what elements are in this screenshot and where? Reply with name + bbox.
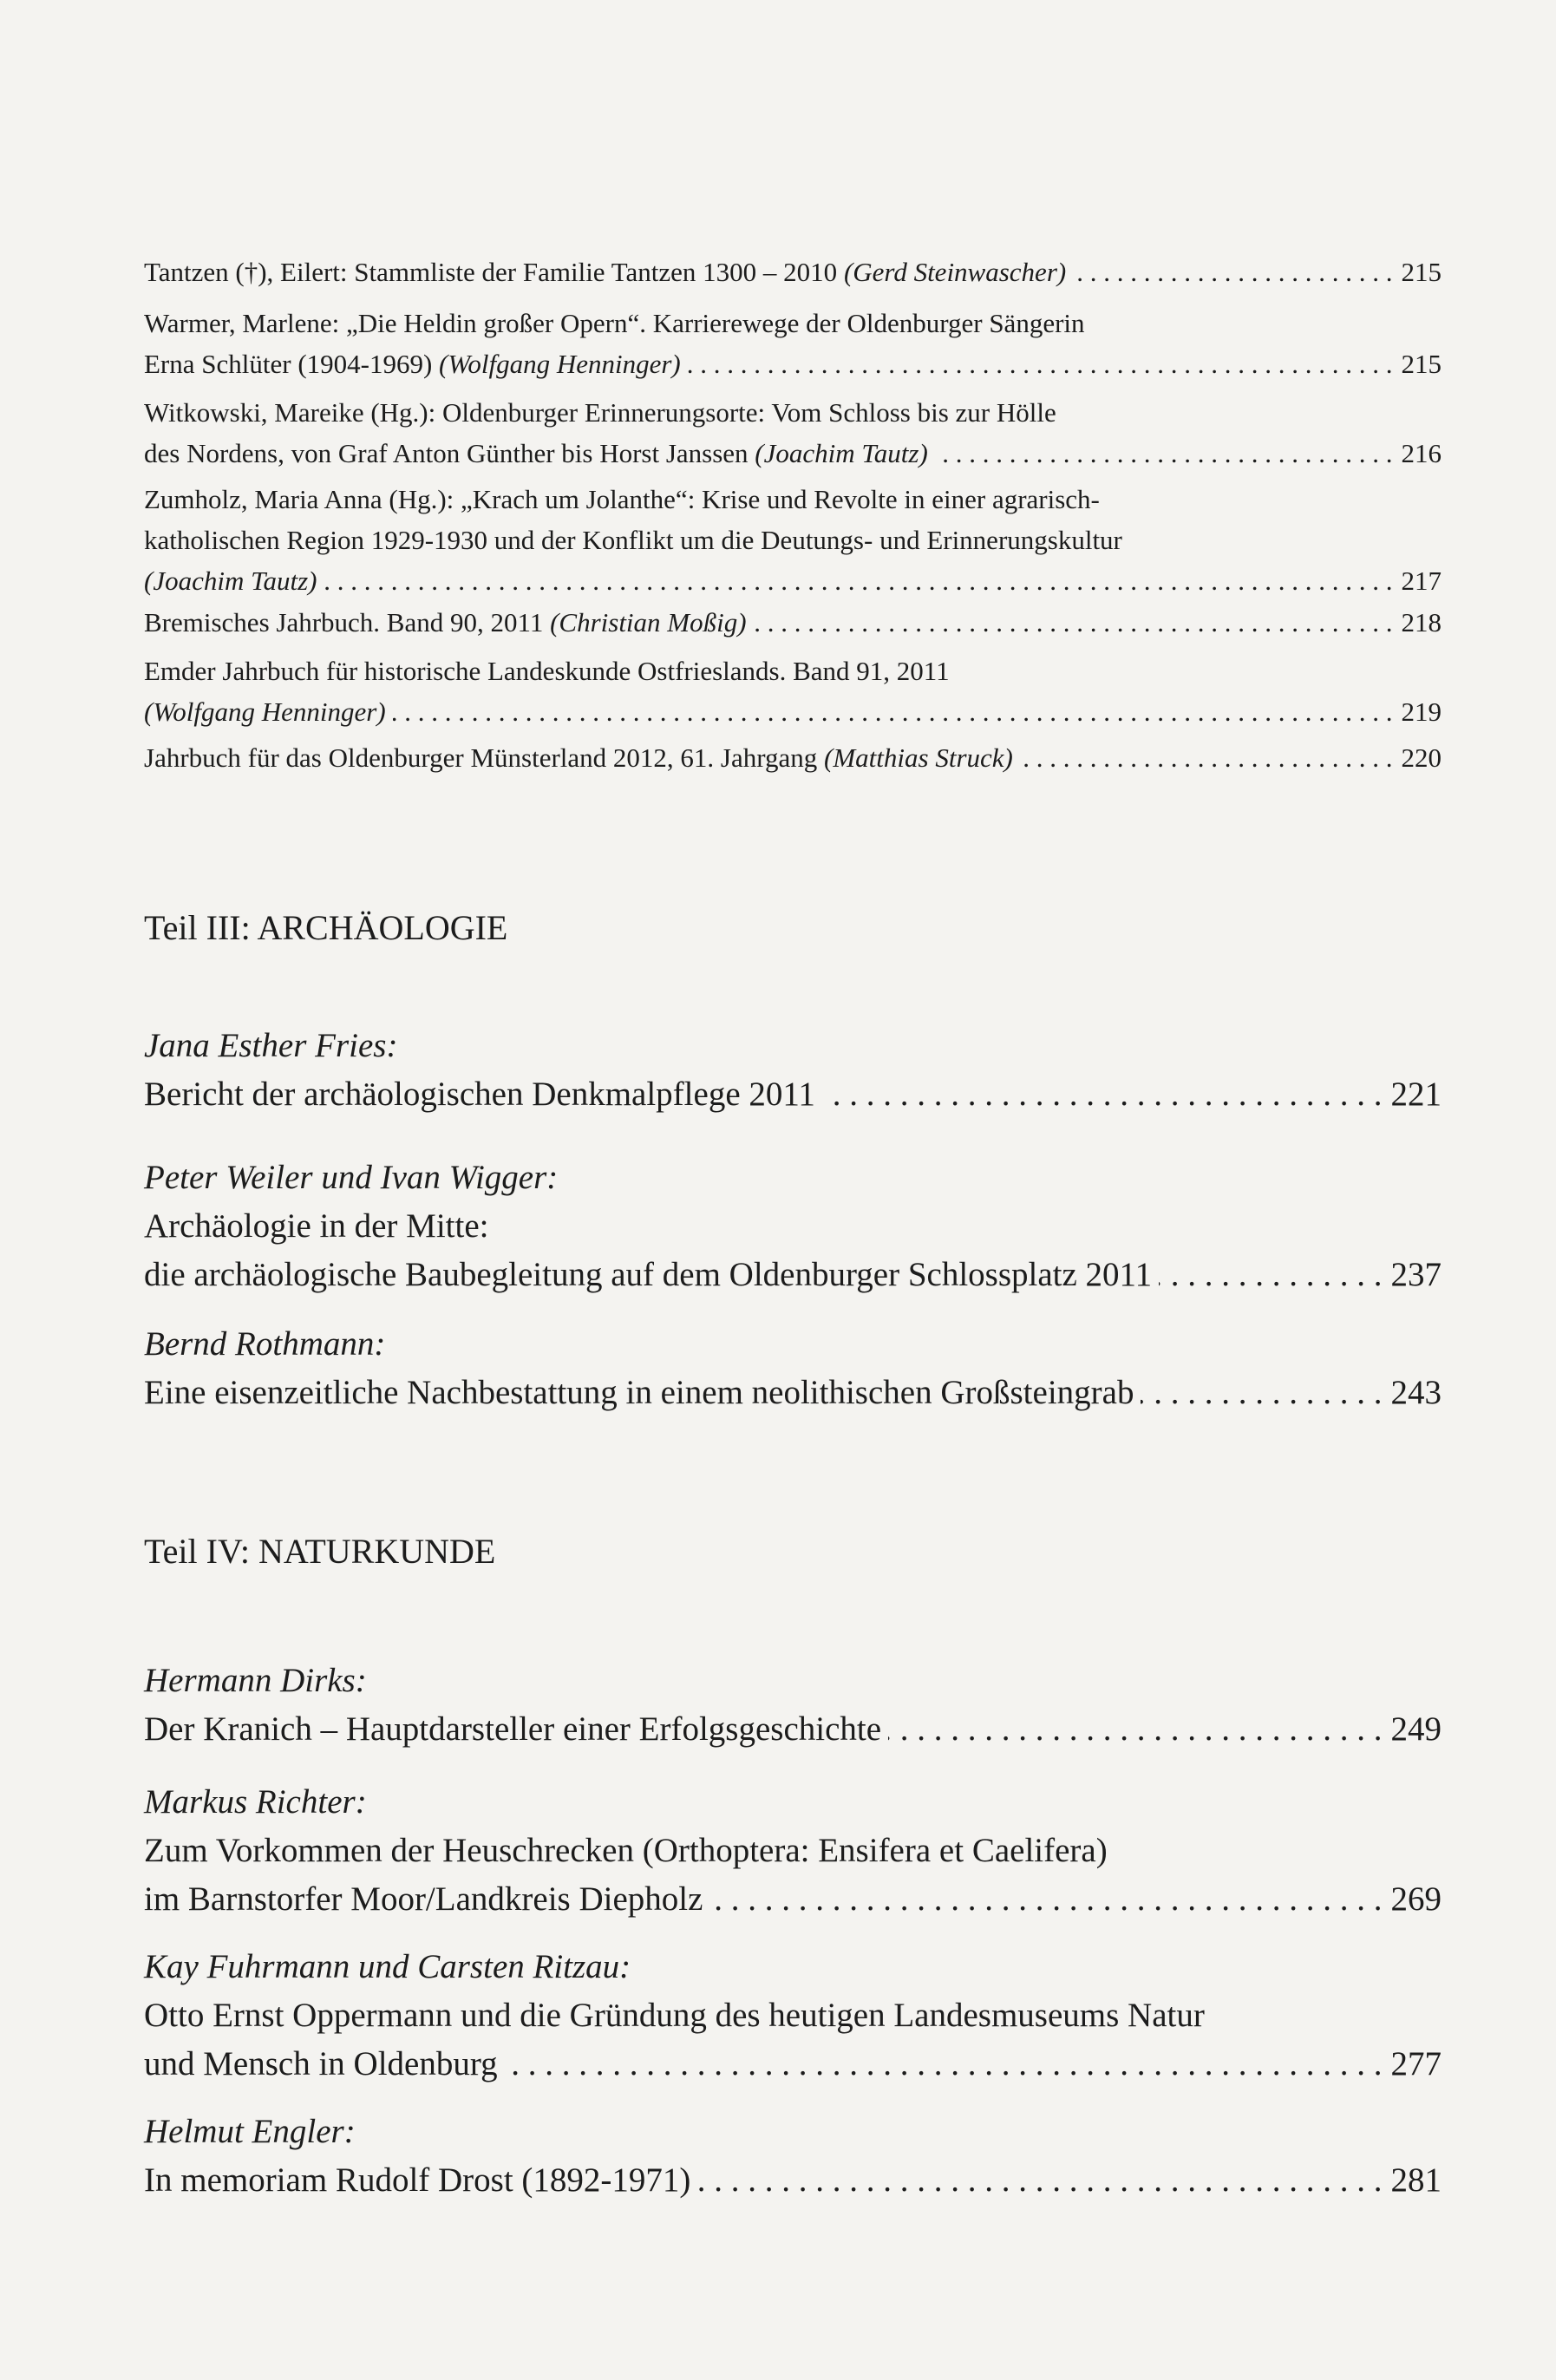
article-title: Zum Vorkommen der Heuschrecken (Orthoptera: Ensifera et Caelifera)	[144, 1832, 1108, 1869]
leader-dots	[393, 691, 1393, 732]
reviewer-name: (Christian Moßig)	[550, 607, 747, 638]
reviewer-name: (Gerd Steinwascher)	[843, 257, 1067, 287]
review-title: katholischen Region 1929-1930 und der Konflikt um die Deutungs- und Erinnerungskultur	[144, 525, 1122, 555]
toc-line	[144, 520, 1442, 560]
article-entry	[144, 1154, 1442, 1299]
page-number: 221	[1390, 1076, 1442, 1113]
reviewer-name: (Joachim Tautz)	[755, 438, 928, 468]
review-entry	[144, 392, 1442, 474]
toc-line	[144, 303, 1442, 343]
toc-line	[144, 1705, 1442, 1754]
leader-dots	[1073, 252, 1392, 292]
toc-line	[144, 1251, 1442, 1299]
review-title: Warmer, Marlene: „Die Heldin großer Opern“. Karrierewege der Oldenburger Sängerin	[144, 308, 1085, 338]
page-number: 277	[1390, 2045, 1442, 2082]
review-title: Zumholz, Maria Anna (Hg.): „Krach um Jolanthe“: Krise und Revolte in einer agrarisch-	[144, 484, 1100, 514]
review-title	[144, 560, 317, 601]
review-entry	[144, 252, 1442, 292]
page-number: 219	[1401, 696, 1442, 727]
review-title: Emder Jahrbuch für historische Landeskunde Ostfrieslands. Band 91, 2011	[144, 656, 950, 686]
article-title: Bericht der archäologischen Denkmalpflege 2011	[144, 1076, 815, 1113]
toc-line	[144, 1202, 1442, 1251]
review-title: des Nordens, von Graf Anton Günther bis Horst Janssen (Joachim Tautz)	[144, 438, 928, 468]
article-title: und Mensch in Oldenburg	[144, 2045, 498, 2082]
leader-dots	[697, 2156, 1382, 2205]
page-number: 215	[1401, 257, 1442, 287]
review-entry	[144, 602, 1442, 643]
toc-line	[144, 2040, 1442, 2089]
page-number: 249	[1390, 1710, 1442, 1748]
toc-line	[144, 392, 1442, 433]
leader-dots	[888, 1705, 1382, 1754]
review-title	[144, 691, 386, 732]
page-number: 281	[1390, 2161, 1442, 2199]
section-heading: Teil III: ARCHÄOLOGIE	[144, 908, 508, 947]
leader-dots	[709, 1875, 1382, 1924]
review-title: Jahrbuch für das Oldenburger Münsterland 2012, 61. Jahrgang (Matthias Struck)	[144, 742, 1013, 773]
article-author: Markus Richter:	[144, 1783, 367, 1821]
article-author: Hermann Dirks:	[144, 1662, 367, 1699]
article-title: im Barnstorfer Moor/Landkreis Diepholz	[144, 1880, 703, 1918]
leader-dots	[822, 1070, 1383, 1119]
article-entry	[144, 1022, 1442, 1119]
leader-dots	[324, 560, 1393, 601]
review-entry	[144, 479, 1442, 601]
toc-line	[144, 479, 1442, 520]
reviewer-name: (Joachim Tautz)	[144, 566, 317, 596]
toc-line	[144, 560, 1442, 601]
leader-dots	[688, 343, 1393, 384]
article-entry	[144, 1657, 1442, 1754]
page-number: 218	[1401, 607, 1442, 638]
leader-dots	[1020, 737, 1393, 778]
review-title: Witkowski, Mareike (Hg.): Oldenburger Erinnerungsorte: Vom Schloss bis zur Hölle	[144, 397, 1056, 428]
article-entry	[144, 1943, 1442, 2089]
article-author: Jana Esther Fries:	[144, 1027, 398, 1064]
page-number: 220	[1401, 742, 1442, 773]
toc-line	[144, 602, 1442, 643]
article-title: Der Kranich – Hauptdarsteller einer Erfolgsgeschichte	[144, 1710, 882, 1748]
review-entry	[144, 737, 1442, 778]
article-author: Helmut Engler:	[144, 2113, 356, 2150]
toc-line	[144, 1875, 1442, 1924]
toc-line	[144, 252, 1442, 292]
article-author: Bernd Rothmann:	[144, 1325, 386, 1363]
page-number: 215	[1401, 349, 1442, 379]
page-number: 217	[1401, 566, 1442, 596]
review-title: Erna Schlüter (1904-1969) (Wolfgang Henninger)	[144, 349, 681, 379]
toc-line	[144, 1070, 1442, 1119]
article-entry	[144, 1778, 1442, 1924]
toc-line	[144, 651, 1442, 691]
article-title: In memoriam Rudolf Drost (1892-1971)	[144, 2161, 691, 2199]
page-number: 269	[1390, 1880, 1442, 1918]
toc-line	[144, 1827, 1442, 1875]
leader-dots	[754, 602, 1393, 643]
review-entry	[144, 303, 1442, 384]
review-title: Tantzen (†), Eilert: Stammliste der Familie Tantzen 1300 – 2010 (Gerd Steinwascher)	[144, 257, 1067, 287]
toc-line	[144, 1369, 1442, 1417]
article-author: Kay Fuhrmann und Carsten Ritzau:	[144, 1948, 631, 1985]
page-number: 243	[1390, 1374, 1442, 1411]
toc-line	[144, 343, 1442, 384]
leader-dots	[935, 433, 1393, 474]
reviewer-name: (Wolfgang Henninger)	[439, 349, 681, 379]
review-title: Bremisches Jahrbuch. Band 90, 2011 (Christian Moßig)	[144, 607, 747, 638]
leader-dots	[1141, 1369, 1382, 1417]
section-heading: Teil IV: NATURKUNDE	[144, 1532, 496, 1571]
article-author: Peter Weiler und Ivan Wigger:	[144, 1159, 559, 1196]
leader-dots	[505, 2040, 1383, 2089]
article-title: Otto Ernst Oppermann und die Gründung des heutigen Landesmuseums Natur	[144, 1997, 1205, 2034]
article-title: Archäologie in der Mitte:	[144, 1207, 489, 1245]
page-number: 237	[1390, 1256, 1442, 1293]
reviewer-name: (Wolfgang Henninger)	[144, 696, 386, 727]
toc-line	[144, 1991, 1442, 2040]
article-entry	[144, 2108, 1442, 2205]
article-title: die archäologische Baubegleitung auf dem Oldenburger Schlossplatz 2011	[144, 1256, 1153, 1293]
page-number: 216	[1401, 438, 1442, 468]
toc-line	[144, 433, 1442, 474]
toc-line	[144, 737, 1442, 778]
reviewer-name: (Matthias Struck)	[824, 742, 1013, 773]
review-entry	[144, 651, 1442, 732]
toc-line	[144, 2156, 1442, 2205]
leader-dots	[1159, 1251, 1382, 1299]
article-title: Eine eisenzeitliche Nachbestattung in einem neolithischen Großsteingrab	[144, 1374, 1134, 1411]
article-entry	[144, 1320, 1442, 1417]
toc-line	[144, 691, 1442, 732]
